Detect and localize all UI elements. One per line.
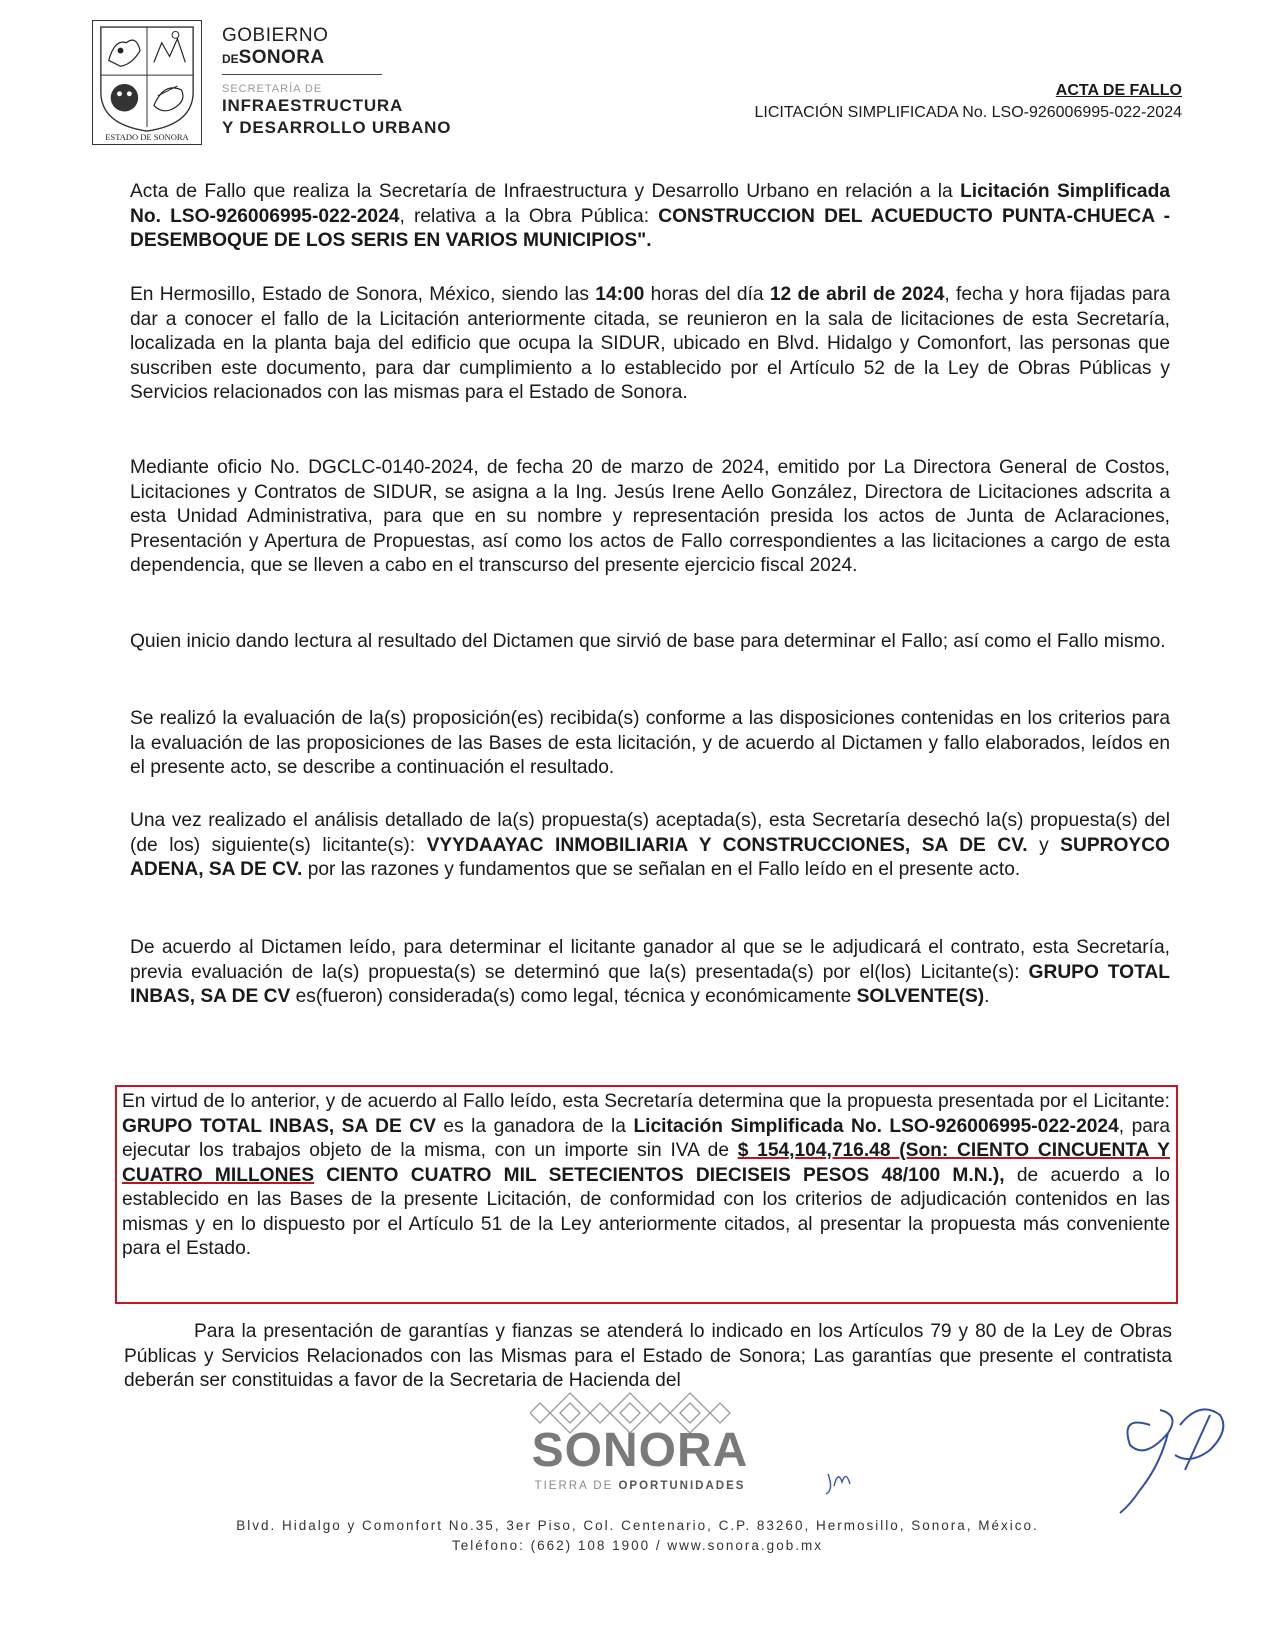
p8-amount-words: CIENTO CUATRO MIL SETECIENTOS DIECISEIS PESOS 48/100 M.N.), [314, 1164, 1005, 1186]
paragraph-ganador [122, 1090, 1170, 1262]
p1-licitacion: Licitación Simplificada No. LSO-926006995-022-2024 [130, 181, 1170, 227]
paragraph-oficio: Mediante oficio No. DGCLC-0140-2024, de fecha 20 de marzo de 2024, emitido por La Directora General de Costos, Licitaciones y Contratos de SIDUR, se asigna a la Ing. Jesús Irene Aello González, Directora de Licitaciones adscrita a esta Unidad Administrativa, para que en su nombre y representación presida los actos de Junta de Aclaraciones, Presentación y Apertura de Propuestas, así como los actos de Fallo correspondientes a las licitaciones a cargo de esta dependencia, que se lleven a cabo en el transcurso del presente ejercicio fiscal 2024. [130, 457, 1170, 576]
tagline-part2: OPORTUNIDADES [618, 1480, 746, 1492]
paragraph-meeting [130, 283, 1170, 406]
p8-text2: es la ganadora de la [435, 1115, 634, 1137]
secretaria-line2: Y DESARROLLO URBANO [222, 118, 452, 137]
p7-solvente: SOLVENTE(S) [856, 986, 985, 1007]
signature-icon [1090, 1395, 1240, 1520]
state-seal-logo [92, 20, 202, 145]
coat-of-arms-icon [93, 21, 201, 144]
p2-text: En Hermosillo, Estado de Sonora, México, siendo las [130, 284, 596, 305]
secretaria-line1: INFRAESTRUCTURA [222, 96, 404, 115]
p6-text: Una vez realizado el análisis detallado de la(s) propuesta(s) aceptada(s), esta Secretaría desechó la(s) propuesta(s) del (de los) siguiente(s) licitante(s): [130, 810, 1170, 856]
government-heading [222, 25, 451, 139]
gov-line1: GOBIERNO [222, 25, 329, 46]
gov-state-name: SONORA [238, 47, 325, 68]
paragraph-intro [130, 180, 1170, 254]
seal-caption: ESTADO DE SONORA [105, 132, 189, 142]
p8-amount: $ 154,104,716.48 (Son: CIENTO CINCUENTA Y CUATRO MILLONES [122, 1140, 1170, 1186]
p2-date: 12 de abril de 2024 [769, 284, 945, 305]
tagline-part1: TIERRA DE [534, 1480, 619, 1492]
p7-text2: es(fueron) considerada(s) como legal, técnica y económicamente [290, 986, 857, 1007]
secretaria-small: SECRETARÍA DE [222, 83, 323, 95]
p2-time: 14:00 [595, 284, 645, 305]
paragraph-evaluacion: Se realizó la evaluación de la(s) proposición(es) recibida(s) conforme a las disposiciones contenidas en los criterios para la evaluación de las proposiciones de las Bases de esta licitación, y de acuerdo al Dictamen y fallo elaborados, leídos en el presente acto, se describe a continuación el resultado. [130, 708, 1170, 778]
p8-text: En virtud de lo anterior, y de acuerdo al Fallo leído, esta Secretaría determina que la propuesta presentada por el Licitante: [122, 1091, 1170, 1112]
p6-text2: y [1027, 834, 1061, 856]
p8-ganador: GRUPO TOTAL INBAS, SA DE CV [122, 1115, 436, 1137]
paragraph-garantias: Para la presentación de garantías y fianzas se atenderá lo indicado en los Artículos 79 y 80 de la Ley de Obras Públicas y Servicios Relacionados con las Mismas para el Estado de Sonora; Las garantías que presente el contratista deberán ser constituidas a favor de la Secretaria de Hacienda del [124, 1321, 1172, 1391]
handwritten-initials-icon [820, 1460, 870, 1500]
header-divider [222, 74, 382, 75]
p6-licitante1: VYYDAAYAC INMOBILIARIA Y CONSTRUCCIONES, SA DE CV. [426, 834, 1028, 856]
p8-text3: , para ejecutar los trabajos objeto de la misma, con un importe sin IVA de [122, 1115, 1170, 1161]
p1-obra: CONSTRUCCION DEL ACUEDUCTO PUNTA-CHUECA - DESEMBOQUE DE LOS SERIS EN VARIOS MUNICIPIOS". [130, 205, 1170, 251]
p2-text3: , fecha y hora fijadas para dar a conocer el fallo de la Licitación anteriormente citada, se reunieron en la sala de licitaciones de esta Secretaría, localizada en la planta baja del edificio que ocupa la SIDUR, ubicado en Blvd. Hidalgo y Comonfort, las personas que suscriben este documento, para dar cumplimiento a lo establecido por el Artículo 52 de la Ley de Obras Públicas y Servicios relacionados con las mismas para el Estado de Sonora. [130, 284, 1171, 403]
p8-text4: de acuerdo a lo establecido en las Bases de la presente Licitación, de conformidad con los criterios de adjudicación contenidos en las mismas y en lo dispuesto por el Artículo 51 de la Ley anteriormente citados, al presentar la propuesta más conveniente para el Estado. [122, 1164, 1170, 1259]
p2-text2: horas del día [644, 284, 770, 305]
p7-period: . [984, 986, 990, 1007]
p6-licitante2: SUPROYCO ADENA, SA DE CV. [130, 834, 1170, 880]
p1-text: Acta de Fallo que realiza la Secretaría de Infraestructura y Desarrollo Urbano en relación a la [130, 181, 961, 202]
document-title: ACTA DE FALLO [1055, 82, 1182, 99]
p7-text: De acuerdo al Dictamen leído, para determinar el licitante ganador al que se le adjudicará el contrato, esta Secretaría, previa evaluación de la(s) propuesta(s) se determinó que la(s) presentada(s) por el(los) Licitante(s): [130, 937, 1170, 983]
document-subtitle: LICITACIÓN SIMPLIFICADA No. LSO-926006995-022-2024 [754, 104, 1182, 121]
sonora-brand-logo: SONORA [531, 1424, 749, 1477]
paragraph-solvente [130, 936, 1170, 1010]
brand-tagline [515, 1480, 765, 1492]
paragraph-desecho [130, 809, 1170, 883]
gov-line2 [222, 47, 451, 70]
footer-phone: Teléfono: (662) 108 1900 / www.sonora.gob.mx [452, 1538, 823, 1553]
footer-address: Blvd. Hidalgo y Comonfort No.35, 3er Piso, Col. Centenario, C.P. 83260, Hermosillo, Sonora, México. [236, 1518, 1039, 1533]
paragraph-lectura: Quien inicio dando lectura al resultado del Dictamen que sirvió de base para determinar el Fallo; así como el Fallo mismo. [130, 631, 1166, 652]
p7-licitante: GRUPO TOTAL INBAS, SA DE CV [130, 961, 1170, 1007]
p6-text3: por las razones y fundamentos que se señalan en el Fallo leído en el presente acto. [302, 859, 1021, 880]
p1-text2: , relativa a la Obra Pública: [399, 205, 659, 227]
gov-prefix: DE [222, 52, 239, 66]
p8-licitacion: Licitación Simplificada No. LSO-926006995-022-2024 [633, 1115, 1119, 1137]
